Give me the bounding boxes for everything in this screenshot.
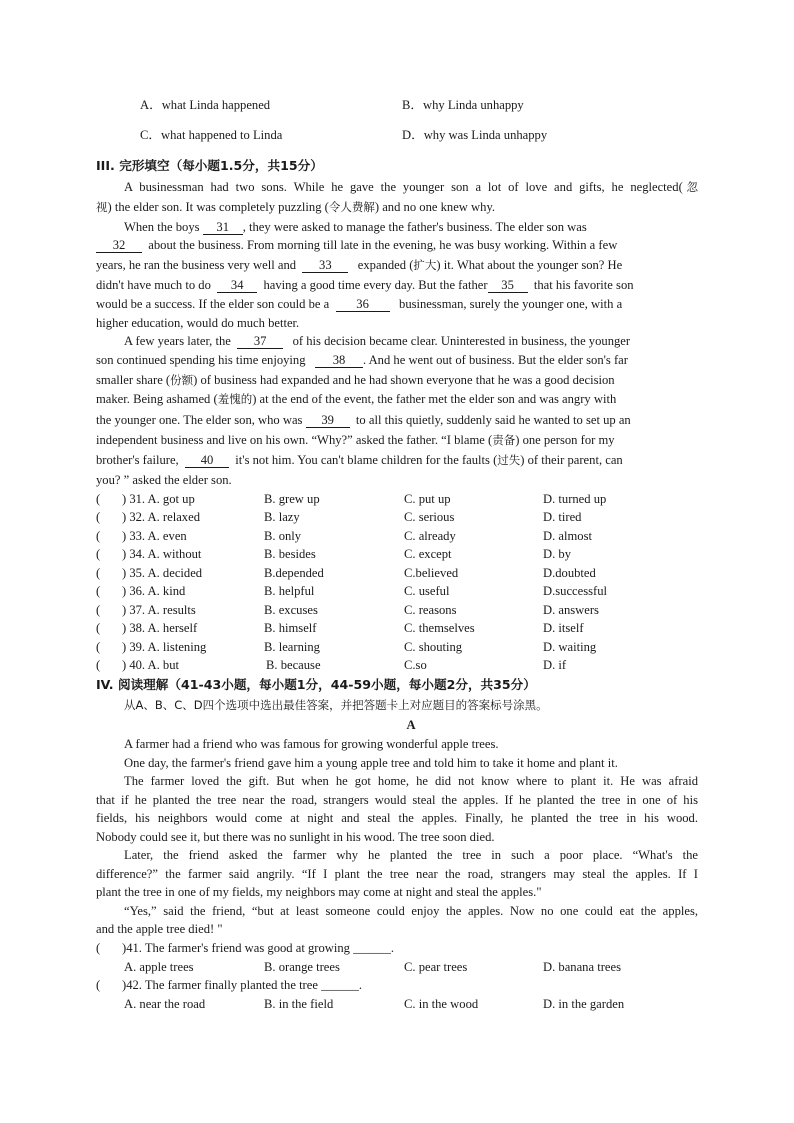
option-d: D. itself	[543, 621, 584, 635]
option-b: B. because	[266, 658, 321, 672]
option-d: D. waiting	[543, 640, 597, 654]
cloze-p2-line6: higher education, would do much better.	[96, 316, 300, 330]
q30-option-b: B．why Linda unhappy	[402, 98, 524, 112]
cloze-p3-line3: smaller share (份额) of business had expanded and he had shown everyone that he was a good decision	[96, 373, 615, 387]
question-stem: ) 40. A. but	[122, 658, 180, 672]
option-c: C. themselves	[404, 621, 475, 635]
section-3-heading	[96, 157, 698, 175]
question-stem: ) 38. A. herself	[122, 621, 198, 635]
passage-line: fields, his neighbors would come at night and steal the apples. Finally, he planted the tree in his wood.	[96, 811, 698, 825]
option-c: C. except	[404, 547, 452, 561]
option-b: B. besides	[264, 547, 316, 561]
cloze-p3-line2: son continued spending his time enjoying 38 . And he went out of business. But the elder son's far	[96, 353, 628, 367]
section-4-heading	[96, 676, 698, 694]
passage-line: The farmer loved the gift. But when he got home, he did not know where to plant it. He was afraid	[124, 774, 698, 788]
blank-33: 33	[302, 258, 348, 273]
option-c: C. shouting	[404, 640, 463, 654]
option-b: B. orange trees	[264, 960, 340, 974]
q30-option-d: D．why was Linda unhappy	[402, 128, 548, 142]
blank-37: 37	[237, 334, 283, 349]
option-c: C.believed	[404, 566, 459, 580]
cloze-p3-line8: you? ” asked the elder son.	[96, 473, 232, 487]
q30-option-a: A．what Linda happened	[140, 98, 271, 112]
passage-line: and the apple tree died! "	[96, 922, 223, 936]
option-b: B. learning	[264, 640, 320, 654]
option-d: D. banana trees	[543, 960, 621, 974]
option-a: A. apple trees	[124, 960, 194, 974]
option-c: C. pear trees	[404, 960, 468, 974]
option-b: B. helpful	[264, 584, 315, 598]
question-stem: ) 39. A. listening	[122, 640, 207, 654]
blank-32: 32	[96, 238, 142, 253]
option-d: D. turned up	[543, 492, 607, 506]
option-c: C. already	[404, 529, 456, 543]
question-stem: ) 32. A. relaxed	[122, 510, 200, 524]
option-d: D.doubted	[543, 566, 596, 580]
passage-line: One day, the farmer's friend gave him a young apple tree and told him to take it home and plant it.	[124, 756, 618, 770]
option-d: D. by	[543, 547, 571, 561]
option-d: D. if	[543, 658, 567, 672]
cloze-p3-line4: maker. Being ashamed (羞愧的) at the end of the event, the father met the elder son and was angry with	[96, 392, 617, 406]
cloze-p2-line4: didn't have much to do 34 having a good time every day. But the father 35 that his favorite son	[96, 278, 634, 292]
passage-line: that if he planted the tree near the road, strangers would steal the apples. If he planted the tree in one of his	[96, 793, 698, 807]
section-3-scoring: （每小题1.5分，共15分）	[169, 158, 323, 173]
option-c: C. serious	[404, 510, 455, 524]
question-stem: ) 35. A. decided	[122, 566, 203, 580]
cloze-p2-line1: When the boys 31 , they were asked to manage the father's business. The elder son was	[124, 220, 587, 234]
section-4-title: IV. 阅读理解	[96, 677, 169, 692]
cloze-p2-line2: 32 about the business. From morning till late in the evening, he was busy working. Within a few	[96, 236, 698, 254]
blank-39: 39	[306, 413, 350, 428]
cloze-p1-line1: A businessman had two sons. While he gave the younger son a lot of love and gifts, he neglected(忽	[124, 180, 699, 194]
option-b: B. grew up	[264, 492, 320, 506]
question-stem: ) 31. A. got up	[122, 492, 195, 506]
question-stem: ) 36. A. kind	[122, 584, 186, 598]
cloze-p2-line5: would be a success. If the elder son could be a 36 businessman, surely the younger one, with a	[96, 297, 623, 311]
passage-line: Later, the friend asked the farmer why he planted the tree in such a poor place. “What's the	[124, 848, 698, 862]
option-a: A. near the road	[124, 997, 206, 1011]
cloze-p3-line6: independent business and live on his own. “Why?” asked the father. “I blame (责备) one person for my	[96, 433, 615, 447]
option-d: D. answers	[543, 603, 599, 617]
passage-line: Nobody could see it, but there was no sunlight in his wood. The tree soon died.	[96, 830, 495, 844]
question-stem: )41. The farmer's friend was good at growing ______.	[122, 941, 395, 955]
option-b: B. lazy	[264, 510, 300, 524]
option-b: B.depended	[264, 566, 324, 580]
passage-line: difference?” the farmer said angrily. “If I plant the tree near the road, strangers may steal the apples. If I	[96, 867, 698, 881]
passage-line: “Yes,” said the friend, “but at least someone could enjoy the apples. Now no one could eat the apples,	[124, 904, 698, 918]
option-d: D. tired	[543, 510, 582, 524]
option-b: B. himself	[264, 621, 317, 635]
blank-31: 31	[203, 220, 243, 235]
option-b: B. only	[264, 529, 302, 543]
option-d: D. in the garden	[543, 997, 625, 1011]
passage-line: A farmer had a friend who was famous for growing wonderful apple trees.	[124, 737, 499, 751]
blank-38: 38	[315, 353, 363, 368]
blank-36: 36	[336, 297, 390, 312]
blank-35: 35	[488, 278, 528, 293]
section-4-instruction: 从A、B、C、D四个选项中选出最佳答案，并把答题卡上对应题目的答案标号涂黑。	[124, 698, 548, 712]
blank-40: 40	[185, 453, 229, 468]
section-3-title: III. 完形填空	[96, 158, 170, 173]
passage-label: A	[406, 718, 416, 732]
cloze-p3-line7: brother's failure, 40 it's not him. You can't blame children for the faults (过失) of their parent, can	[96, 453, 623, 467]
option-b: B. in the field	[264, 997, 334, 1011]
option-c: C. reasons	[404, 603, 457, 617]
exam-page: A．what Linda happened B．why Linda unhappy C．what happened to Linda D．why was Linda unhappy III. 完形填空（每小题1.5分，共15分） A businessman had two sons. While he gave the younger son a lot of love and gifts, he neglected(忽 视) the elder son. It was completely puzzling (令人费解) and no one knew why. When the boys 31 , they were asked to manage the father's business. The elder son was 32 about the business. From morning till late in the evening, he was busy working. Within a few years, he ran the business very well and 33 expanded (扩大) it. What about the younger son? He didn't have much to do 34 having a good time every day. But the father 35 that his favorite son would be a success. If the elder son could be a 36 businessman, surely the younger one, with a higher education, would do much better. A few years later, the 37 of his decision became clear. Uninterested in business, the younger son continued spending his time enjoying 38 . And he went out of business. But the elder son's far smaller share (份额) of business had expanded and he had shown everyone that he was a good decision maker. Being ashamed (羞愧的) at the end of the event, the father met the elder son and was angry with the younger one. The elder son, who was 39 to all this quietly, suddenly said he wanted to set up an independent business and live on his own. “Why?” asked the father. “I blame (责备) one person for my brother's failure, 40 it's not him. You can't blame children for the faults (过失) of their parent, can you? ” asked the elder son. ( ) 31. A. got up B. grew up C. put up D. turned up ( ) 32. A. relaxed B. lazy C. serious D. tired ( ) 33. A. even B. only C. already D. almost ( ) 34. A. without B. besides C. except D. by ( ) 35. A. decided B.depended C.believed D.doubted ( ) 36. A. kind B. helpful C. useful D.successful ( ) 37. A. results B. excuses C. reasons D. answers ( ) 38. A. herself B. himself C. themselves D. itself ( ) 39. A. listening B. learning C. shouting D. waiting ( ) 40. A. but B. because C.so D. if IV. 阅读理解（41-43小题，每小题1分，44-59小题，每小题2分，共35分） 从A、B、C、D四个选项中选出最佳答案，并把答题卡上对应题目的答案标号涂黑。 A A farmer had a friend who was famous for growing wonderful apple trees. One day, the farmer's friend gave him a young apple tree and told him to take it home and plant it. The farmer loved the gift. But when he got home, he did not know where to plant it. He was afraid that if he planted the tree near the road, strangers would steal the apples. If he planted the tree in one of his fields, his neighbors would come at night and steal the apples. Finally, he planted the tree in his wood. Nobody could see it, but there was no sunlight in his wood. The tree soon died. Later, the friend asked the farmer why he planted the tree in such a poor place. “What's the difference?” the farmer said angrily. “If I plant the tree near the road, strangers may steal the apples. If I plant the tree in one of my fields, my neighbors may come at night and steal the apples." “Yes,” said the friend, “but at least someone could enjoy the apples. Now no one could eat the apples, and the apple tree died! " ( )41. The farmer's friend was good at growing ______. A. apple trees B. orange trees C. pear trees D. banana trees ( )42. The farmer finally planted the tree ______. A. near the road B. in the field C. in the wood D. in the garden	[0, 0, 794, 1123]
option-d: D.successful	[543, 584, 608, 598]
cloze-p1-line2: 视) the elder son. It was completely puzzling (令人费解) and no one knew why.	[96, 200, 496, 214]
option-c: C.so	[404, 658, 427, 672]
option-c: C. in the wood	[404, 997, 479, 1011]
cloze-p3-line1: A few years later, the 37 of his decision became clear. Uninterested in business, the younger	[124, 334, 631, 348]
question-stem: ) 34. A. without	[122, 547, 202, 561]
option-d: D. almost	[543, 529, 592, 543]
option-b: B. excuses	[264, 603, 318, 617]
option-c: C. put up	[404, 492, 451, 506]
passage-line: plant the tree in one of my fields, my neighbors may come at night and steal the apples."	[96, 885, 542, 899]
option-c: C. useful	[404, 584, 450, 598]
q30-option-c: C．what happened to Linda	[140, 128, 283, 142]
cloze-p3-line5: the younger one. The elder son, who was 39 to all this quietly, suddenly said he wanted to set up an	[96, 413, 631, 427]
question-stem: )42. The farmer finally planted the tree ______.	[122, 978, 363, 992]
blank-34: 34	[217, 278, 257, 293]
section-4-scoring: （41-43小题，每小题1分，44-59小题，每小题2分，共35分）	[168, 677, 536, 692]
question-stem: ) 33. A. even	[122, 529, 187, 543]
question-stem: ) 37. A. results	[122, 603, 196, 617]
cloze-p2-line3: years, he ran the business very well and 33 expanded (扩大) it. What about the younger son? He	[96, 258, 623, 272]
